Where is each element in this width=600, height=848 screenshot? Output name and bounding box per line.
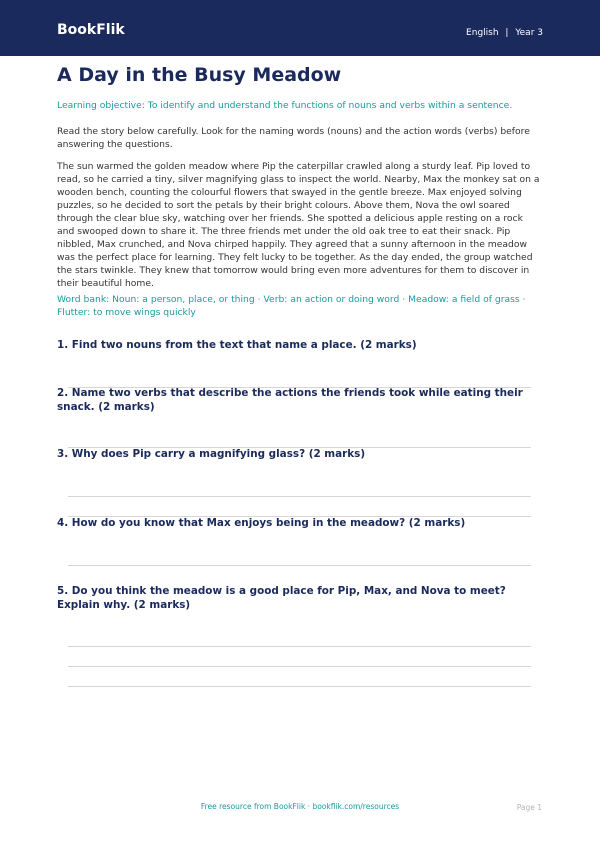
- page-number: Page 1: [516, 803, 542, 812]
- answer-line-q4[interactable]: [68, 565, 531, 566]
- answer-line-q5-b[interactable]: [68, 666, 531, 667]
- subject-label: English: [466, 28, 499, 38]
- subject-year-label: [466, 28, 543, 38]
- footer-resource-link[interactable]: Free resource from BookFlik · bookflik.com/resources: [200, 802, 400, 811]
- brand-logo-text[interactable]: BookFlik: [57, 22, 125, 38]
- page-title: A Day in the Busy Meadow: [57, 64, 342, 86]
- question-1: 1. Find two nouns from the text that name a place. (2 marks): [57, 339, 417, 351]
- answer-line-q3-a[interactable]: [68, 496, 531, 497]
- question-4: 4. How do you know that Max enjoys being in the meadow? (2 marks): [57, 517, 466, 529]
- question-3: 3. Why does Pip carry a magnifying glass? (2 marks): [57, 448, 366, 460]
- word-bank: Word bank: Noun: a person, place, or thing · Verb: an action or doing word · Meadow: a field of grass · Flutter: to move wings quickly: [57, 294, 526, 318]
- story-text: The sun warmed the golden meadow where Pip the caterpillar crawled along a sturdy leaf. Pip loved to read, so he carried a tiny, silver magnifying glass to inspect the world. Nearby, Max the monkey sat on a wooden bench, counting the colourful flowers that swayed in the gentle breeze. Max enjoyed solving puzzles, so he decided to sort the petals by their bright colours. Above them, Nova the owl soared through the clear blue sky, watching over her friends. She spotted a delicious apple resting on a rock and swooped down to share it. The three friends met under the old oak tree to eat their snack. Pip nibbled, Max crunched, and Nova chirped happily. They agreed that a sunny afternoon in the meadow was the perfect place for learning. They felt lucky to be together. As the day ended, the group watched the stars twinkle. They knew that tomorrow would bring even more adventures for them to discover in their beautiful home.: [57, 161, 540, 289]
- question-2: 2. Name two verbs that describe the actions the friends took while eating their snack. (2 marks): [57, 387, 523, 413]
- year-label: Year 3: [515, 28, 543, 38]
- answer-line-q5-c[interactable]: [68, 686, 531, 687]
- header-bar: [0, 0, 600, 56]
- question-5: 5. Do you think the meadow is a good place for Pip, Max, and Nova to meet? Explain why. (2 marks): [57, 585, 506, 611]
- separator: |: [505, 28, 509, 38]
- learning-objective: Learning objective: To identify and understand the functions of nouns and verbs within a sentence.: [57, 100, 513, 111]
- instructions-text: Read the story below carefully. Look for the naming words (nouns) and the action words (verbs) before answering the questions.: [57, 126, 530, 150]
- answer-line-q5-a[interactable]: [68, 646, 531, 647]
